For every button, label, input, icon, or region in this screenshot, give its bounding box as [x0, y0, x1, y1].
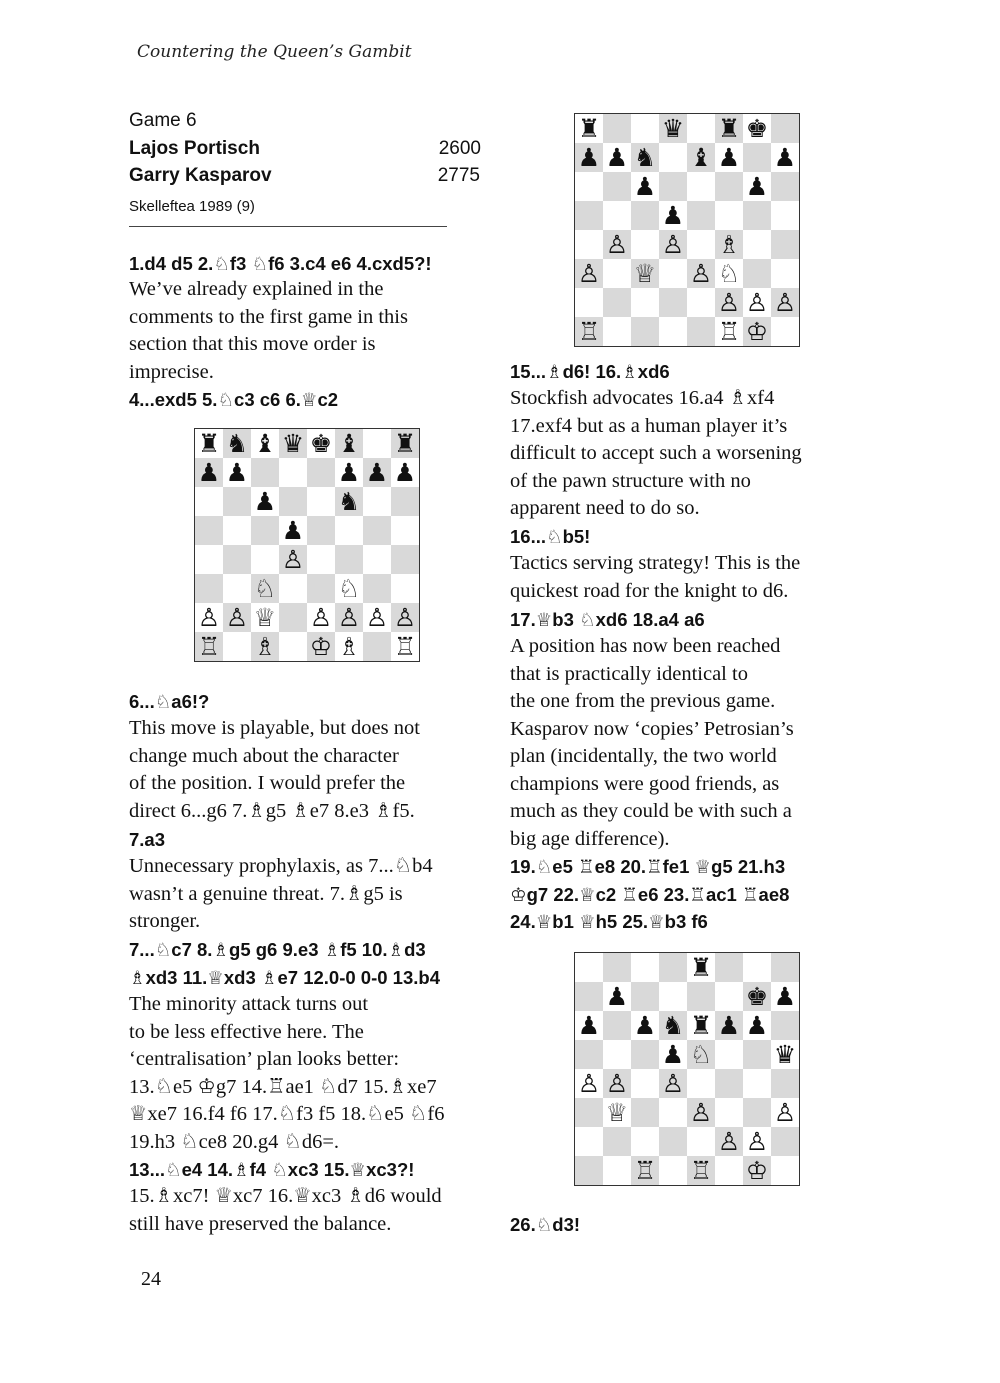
text-line: The minority attack turns out [129, 993, 369, 1015]
text-line: 13.♘e5 ♔g7 14.♖ae1 ♘d7 15.♗xe7 [129, 1075, 437, 1098]
board-square [223, 545, 251, 574]
board-square [659, 172, 687, 201]
black-knight-icon: ♞ [633, 143, 657, 172]
left-move-text-7 [129, 936, 489, 991]
black-pawn-icon: ♟ [577, 1011, 601, 1040]
game-label: Game 6 [129, 110, 197, 131]
text-line: direct 6...g6 7.♗g5 ♗e7 8.e3 ♗f5. [129, 799, 415, 822]
chess-diagram-1 [194, 428, 420, 662]
board-square [195, 487, 223, 516]
board-square [687, 288, 715, 317]
white-pawn-icon: ♙ [365, 603, 389, 632]
white-rook-icon: ♖ [197, 632, 221, 661]
header-rule [129, 226, 447, 227]
board-square [715, 1098, 743, 1127]
right-move-text-4 [510, 606, 870, 634]
board-square [687, 201, 715, 230]
white-rook-icon: ♖ [633, 1156, 657, 1185]
text-line: 16...♘b5! [510, 526, 591, 547]
white-player-rating: 2600 [438, 138, 481, 159]
white-player-row [129, 138, 481, 160]
text-line: 17.♕b3 ♘xd6 18.a4 a6 [510, 609, 705, 630]
white-queen-icon: ♕ [605, 1098, 629, 1127]
right-comment-3 [510, 550, 870, 605]
board-square [279, 458, 307, 487]
white-pawn-icon: ♙ [717, 288, 741, 317]
text-line: section that this move order is [129, 333, 376, 355]
white-pawn-icon: ♙ [337, 603, 361, 632]
black-bishop-icon: ♝ [337, 429, 361, 458]
board-square [391, 516, 419, 545]
white-pawn-icon: ♙ [577, 259, 601, 288]
board-square [575, 201, 603, 230]
board-square [771, 953, 799, 982]
black-pawn-icon: ♟ [281, 516, 305, 545]
black-pawn-icon: ♟ [393, 458, 417, 487]
board-square [603, 114, 631, 143]
text-line: quickest road for the knight to d6. [510, 579, 789, 602]
black-knight-icon: ♞ [225, 429, 249, 458]
board-square [631, 114, 659, 143]
board-square [363, 574, 391, 603]
text-line: that is practically identical to [510, 662, 748, 685]
board-square [603, 288, 631, 317]
text-line: 7.a3 [129, 829, 166, 850]
text-line: ‘centralisation’ plan looks better: [129, 1048, 400, 1070]
board-square [603, 317, 631, 346]
white-knight-icon: ♘ [717, 259, 741, 288]
black-rook-icon: ♜ [197, 429, 221, 458]
board-square [771, 259, 799, 288]
text-line: wasn’t a genuine threat. 7.♗g5 is [129, 882, 403, 905]
text-line: plan (incidentally, the two world [510, 745, 777, 767]
text-line: 13...♘e4 14.♗f4 ♘xc3 15.♕xc3?! [129, 1159, 415, 1180]
board-square [715, 172, 743, 201]
white-queen-icon: ♕ [633, 259, 657, 288]
black-queen-icon: ♛ [773, 1040, 797, 1069]
board-square [223, 632, 251, 661]
board-square [251, 516, 279, 545]
board-square [575, 1098, 603, 1127]
board-square [771, 230, 799, 259]
board-square [391, 574, 419, 603]
board-square [279, 487, 307, 516]
white-bishop-icon: ♗ [253, 632, 277, 661]
text-line: 15...♗d6! 16.♗xd6 [510, 361, 670, 382]
board-square [687, 114, 715, 143]
right-move-text-6 [510, 853, 870, 936]
board-square [631, 288, 659, 317]
chess-diagram-2 [574, 113, 800, 347]
black-king-icon: ♚ [309, 429, 333, 458]
board-square [743, 953, 771, 982]
white-rook-icon: ♖ [393, 632, 417, 661]
text-line: 1.d4 d5 2.♘f3 ♘f6 3.c4 e6 4.cxd5?! [129, 253, 432, 274]
white-pawn-icon: ♙ [689, 259, 713, 288]
left-move-text-0 [129, 250, 489, 278]
board-square [307, 487, 335, 516]
board-square [687, 172, 715, 201]
text-line: Stockfish advocates 16.a4 ♗xf4 [510, 387, 775, 409]
white-pawn-icon: ♙ [773, 1098, 797, 1127]
board-square [575, 953, 603, 982]
board-square [659, 288, 687, 317]
board-square [687, 1069, 715, 1098]
black-rook-icon: ♜ [689, 953, 713, 982]
board-square [631, 1127, 659, 1156]
board-square [603, 259, 631, 288]
board-square [391, 545, 419, 574]
board-square [743, 201, 771, 230]
white-player-name: Lajos Portisch [129, 138, 260, 159]
black-bishop-icon: ♝ [253, 429, 277, 458]
black-rook-icon: ♜ [689, 1011, 713, 1040]
board-square [687, 317, 715, 346]
board-square [743, 143, 771, 172]
board-square [771, 201, 799, 230]
board-square [575, 1040, 603, 1069]
board-square [603, 953, 631, 982]
board-square [603, 201, 631, 230]
text-line: ♔g7 22.♕c2 ♖e6 23.♖ac1 ♖ae8 [510, 883, 790, 905]
board-square [575, 982, 603, 1011]
board-square [771, 172, 799, 201]
board-square [335, 516, 363, 545]
left-comment-8 [129, 991, 489, 1156]
board-square [659, 1156, 687, 1185]
black-knight-icon: ♞ [661, 1011, 685, 1040]
black-king-icon: ♚ [745, 982, 769, 1011]
text-line: A position has now been reached [510, 635, 781, 657]
board-square [603, 1040, 631, 1069]
board-square [715, 1069, 743, 1098]
white-bishop-icon: ♗ [717, 230, 741, 259]
text-line: 15.♗xc7! ♕xc7 16.♕xc3 ♗d6 would [129, 1185, 442, 1207]
board-square [743, 230, 771, 259]
board-square [391, 487, 419, 516]
black-pawn-icon: ♟ [605, 143, 629, 172]
board-square [603, 1127, 631, 1156]
board-square [659, 1098, 687, 1127]
black-knight-icon: ♞ [337, 487, 361, 516]
board-square [363, 487, 391, 516]
black-pawn-icon: ♟ [337, 458, 361, 487]
board-square [575, 1127, 603, 1156]
black-pawn-icon: ♟ [605, 982, 629, 1011]
board-square [603, 1011, 631, 1040]
text-line: Unnecessary prophylaxis, as 7...♘b4 [129, 855, 433, 877]
running-header: Countering the Queen’s Gambit [137, 42, 412, 62]
board-square [307, 545, 335, 574]
board-square [575, 230, 603, 259]
right-move-text-7 [510, 1211, 870, 1239]
board-square [743, 1069, 771, 1098]
black-pawn-icon: ♟ [745, 1011, 769, 1040]
board-square [223, 516, 251, 545]
board-square [223, 487, 251, 516]
black-pawn-icon: ♟ [225, 458, 249, 487]
text-line: stronger. [129, 910, 201, 932]
board-square [743, 259, 771, 288]
left-comment-4 [129, 715, 489, 825]
board-square [631, 1040, 659, 1069]
white-king-icon: ♔ [309, 632, 333, 661]
black-pawn-icon: ♟ [197, 458, 221, 487]
board-square [771, 317, 799, 346]
text-line: champions were good friends, as [510, 772, 780, 795]
white-knight-icon: ♘ [689, 1040, 713, 1069]
black-pawn-icon: ♟ [717, 1011, 741, 1040]
black-player-rating: 2775 [437, 165, 480, 186]
board-square [631, 1069, 659, 1098]
left-move-text-5 [129, 826, 489, 854]
white-bishop-icon: ♗ [337, 632, 361, 661]
black-rook-icon: ♜ [393, 429, 417, 458]
text-line: 7...♘c7 8.♗g5 g6 9.e3 ♗f5 10.♗d3 [129, 939, 426, 960]
white-queen-icon: ♕ [253, 603, 277, 632]
black-queen-icon: ♛ [661, 114, 685, 143]
board-square [279, 632, 307, 661]
text-line: This move is playable, but does not [129, 717, 420, 739]
board-square [363, 545, 391, 574]
white-rook-icon: ♖ [577, 317, 601, 346]
white-king-icon: ♔ [745, 317, 769, 346]
white-king-icon: ♔ [745, 1156, 769, 1185]
board-square [771, 1069, 799, 1098]
white-pawn-icon: ♙ [309, 603, 333, 632]
black-pawn-icon: ♟ [745, 172, 769, 201]
black-pawn-icon: ♟ [577, 143, 601, 172]
board-square [279, 603, 307, 632]
board-square [687, 1127, 715, 1156]
white-pawn-icon: ♙ [605, 1069, 629, 1098]
white-pawn-icon: ♙ [689, 1098, 713, 1127]
white-pawn-icon: ♙ [745, 288, 769, 317]
board-square [363, 632, 391, 661]
left-comment-1 [129, 276, 489, 386]
text-line: the one from the previous game. [510, 690, 776, 712]
board-square [771, 114, 799, 143]
text-line: 6...♘a6!? [129, 691, 210, 712]
board-square [659, 1127, 687, 1156]
text-line: change much about the character [129, 744, 399, 767]
white-pawn-icon: ♙ [197, 603, 221, 632]
black-pawn-icon: ♟ [633, 172, 657, 201]
white-rook-icon: ♖ [689, 1156, 713, 1185]
board-square [771, 1156, 799, 1185]
black-pawn-icon: ♟ [773, 143, 797, 172]
board-square [363, 516, 391, 545]
white-knight-icon: ♘ [337, 574, 361, 603]
board-square [687, 230, 715, 259]
right-comment-5 [510, 633, 870, 853]
left-comment-6 [129, 853, 489, 936]
black-pawn-icon: ♟ [773, 982, 797, 1011]
white-pawn-icon: ♙ [225, 603, 249, 632]
right-comment-1 [510, 385, 870, 523]
white-rook-icon: ♖ [717, 317, 741, 346]
board-square [659, 317, 687, 346]
text-line: apparent need to do so. [510, 497, 700, 519]
text-line: 19.♘e5 ♖e8 20.♖fe1 ♕g5 21.h3 [510, 856, 786, 877]
board-square [743, 1098, 771, 1127]
text-line: 4...exd5 5.♘c3 c6 6.♕c2 [129, 389, 339, 410]
black-rook-icon: ♜ [577, 114, 601, 143]
board-square [631, 201, 659, 230]
board-square [307, 516, 335, 545]
board-square [743, 1040, 771, 1069]
board-square [575, 288, 603, 317]
text-line: of the position. I would prefer the [129, 772, 406, 794]
board-square [659, 982, 687, 1011]
left-move-text-9 [129, 1156, 489, 1184]
board-square [631, 230, 659, 259]
board-square [715, 1156, 743, 1185]
left-comment-10 [129, 1183, 489, 1238]
white-pawn-icon: ♙ [773, 288, 797, 317]
left-move-text-3 [129, 688, 489, 716]
white-pawn-icon: ♙ [661, 230, 685, 259]
text-line: big age difference). [510, 827, 670, 850]
board-square [195, 516, 223, 545]
board-square [715, 982, 743, 1011]
black-pawn-icon: ♟ [365, 458, 389, 487]
page-number: 24 [141, 1268, 161, 1290]
black-pawn-icon: ♟ [253, 487, 277, 516]
text-line: 19.h3 ♘ce8 20.g4 ♘d6=. [129, 1130, 340, 1153]
board-square [631, 1098, 659, 1127]
black-pawn-icon: ♟ [661, 201, 685, 230]
text-line: ♗xd3 11.♕xd3 ♗e7 12.0-0 0-0 13.b4 [129, 966, 440, 988]
text-line: ♕xe7 16.f4 f6 17.♘f3 f5 18.♘e5 ♘f6 [129, 1103, 445, 1125]
board-square [715, 201, 743, 230]
text-line: 26.♘d3! [510, 1214, 581, 1235]
board-square [195, 574, 223, 603]
white-pawn-icon: ♙ [393, 603, 417, 632]
board-square [659, 259, 687, 288]
black-queen-icon: ♛ [281, 429, 305, 458]
board-square [715, 953, 743, 982]
text-line: Tactics serving strategy! This is the [510, 552, 801, 574]
text-line: We’ve already explained in the [129, 278, 384, 300]
board-square [687, 982, 715, 1011]
board-square [251, 458, 279, 487]
board-square [631, 982, 659, 1011]
board-square [307, 574, 335, 603]
board-square [771, 1127, 799, 1156]
text-line: difficult to accept such a worsening [510, 442, 802, 464]
white-knight-icon: ♘ [253, 574, 277, 603]
board-square [603, 172, 631, 201]
right-move-text-0 [510, 358, 870, 386]
board-square [603, 1156, 631, 1185]
black-pawn-icon: ♟ [717, 143, 741, 172]
text-line: of the pawn structure with no [510, 469, 751, 492]
black-pawn-icon: ♟ [661, 1040, 685, 1069]
white-pawn-icon: ♙ [745, 1127, 769, 1156]
black-bishop-icon: ♝ [689, 143, 713, 172]
board-square [631, 953, 659, 982]
text-line: much as they could be with such a [510, 800, 792, 822]
black-king-icon: ♚ [745, 114, 769, 143]
board-square [195, 545, 223, 574]
black-player-row [129, 165, 481, 187]
board-square [223, 574, 251, 603]
text-line: Kasparov now ‘copies’ Petrosian’s [510, 717, 794, 740]
text-line: to be less effective here. The [129, 1020, 364, 1043]
white-pawn-icon: ♙ [717, 1127, 741, 1156]
black-player-name: Garry Kasparov [129, 165, 272, 186]
left-move-text-2 [129, 386, 489, 414]
board-square [307, 458, 335, 487]
text-line: still have preserved the balance. [129, 1212, 392, 1235]
board-square [575, 172, 603, 201]
black-pawn-icon: ♟ [633, 1011, 657, 1040]
white-pawn-icon: ♙ [661, 1069, 685, 1098]
right-move-text-2 [510, 523, 870, 551]
board-square [715, 1040, 743, 1069]
white-pawn-icon: ♙ [577, 1069, 601, 1098]
board-square [335, 545, 363, 574]
board-square [659, 143, 687, 172]
board-square [771, 1011, 799, 1040]
event-info: Skelleftea 1989 (9) [129, 198, 255, 215]
board-square [279, 574, 307, 603]
text-line: 24.♕b1 ♕h5 25.♕b3 f6 [510, 911, 708, 932]
text-line: comments to the first game in this [129, 305, 408, 328]
text-line: 17.exf4 but as a human player it’s [510, 414, 788, 437]
white-pawn-icon: ♙ [605, 230, 629, 259]
board-square [631, 317, 659, 346]
text-line: imprecise. [129, 360, 214, 383]
white-pawn-icon: ♙ [281, 545, 305, 574]
board-square [251, 545, 279, 574]
black-rook-icon: ♜ [717, 114, 741, 143]
chess-diagram-3 [574, 952, 800, 1186]
board-square [363, 429, 391, 458]
board-square [659, 953, 687, 982]
board-square [575, 1156, 603, 1185]
